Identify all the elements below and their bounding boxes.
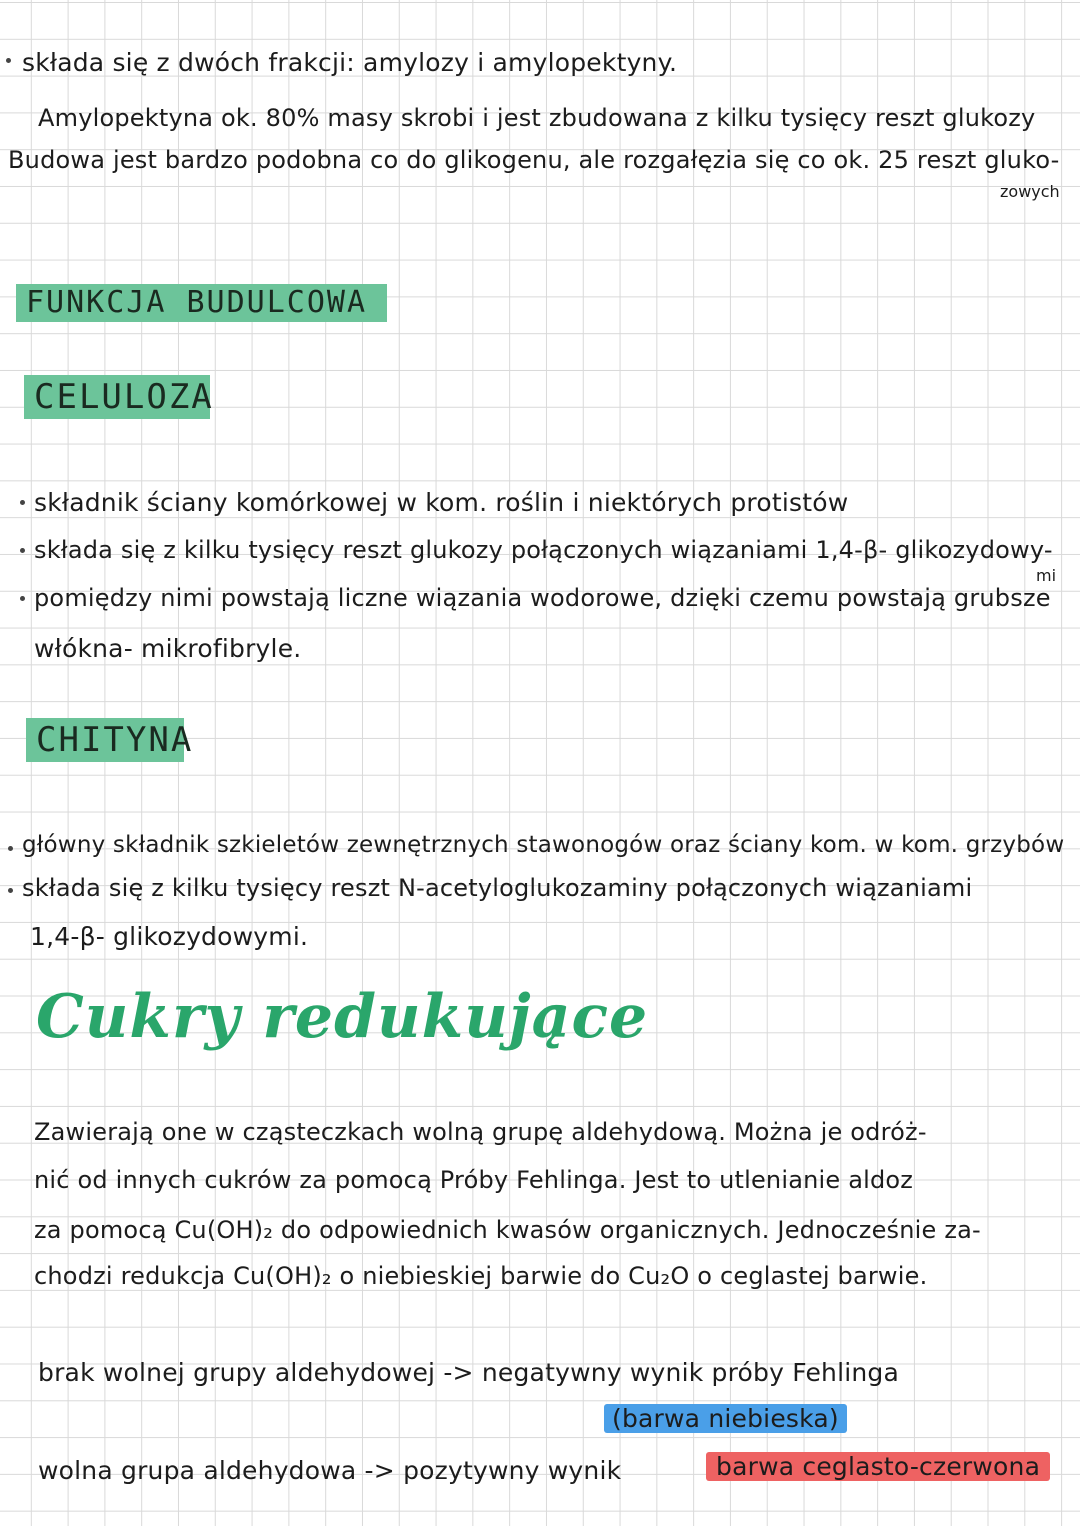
highlight-barwa-ceglasto-czerwona: barwa ceglasto-czerwona [706,1452,1050,1481]
section-label-celuloza: CELULOZA [24,375,210,419]
section-label-chityna: CHITYNA [26,718,184,762]
bullet-point [6,58,11,63]
chityna-line-3: 1,4-β- glikozydowymi. [30,922,309,951]
cukry-paragraph-line-2: nić od innych cukrów za pomocą Próby Fehlinga. Jest to utlenianie aldoz [34,1166,914,1194]
celuloza-line-3: pomiędzy nimi powstają liczne wiązania wodorowe, dzięki czemu powstają grubsze [34,584,1051,612]
bullet-point [20,548,25,553]
bullet-point [8,846,13,851]
skrobia-line-3-continuation: zowych [1000,182,1060,201]
fehling-positive-result: wolna grupa aldehydowa -> pozytywny wynik [38,1456,622,1485]
celuloza-line-4: włókna- mikrofibryle. [34,634,302,663]
chityna-line-2: składa się z kilku tysięcy reszt N-acetyloglukozaminy połączonych wiązaniami [22,874,973,902]
celuloza-line-1: składnik ściany komórkowej w kom. roślin i niektórych protistów [34,488,849,517]
chityna-line-1: główny składnik szkieletów zewnętrznych stawonogów oraz ściany kom. w kom. grzybów [22,832,1065,858]
bullet-point [20,596,25,601]
skrobia-line-3: Budowa jest bardzo podobna co do glikogenu, ale rozgałęzia się co ok. 25 reszt gluko- [8,146,1060,174]
cukry-paragraph-line-4: chodzi redukcja Cu(OH)₂ o niebieskiej barwie do Cu₂O o ceglastej barwie. [34,1262,928,1290]
bullet-point [8,888,13,893]
skrobia-line-2: Amylopektyna ok. 80% masy skrobi i jest zbudowana z kilku tysięcy reszt glukozy [38,104,1036,132]
cukry-paragraph-line-3: za pomocą Cu(OH)₂ do odpowiednich kwasów organicznych. Jednocześnie za- [34,1216,981,1244]
cukry-paragraph-line-1: Zawierają one w cząsteczkach wolną grupę aldehydową. Można je odróż- [34,1118,927,1146]
celuloza-line-2-continuation: mi [1036,566,1057,585]
fehling-negative-result: brak wolnej grupy aldehydowej -> negatywny wynik próby Fehlinga [38,1358,900,1387]
celuloza-line-2: składa się z kilku tysięcy reszt glukozy połączonych wiązaniami 1,4-β- glikozydowy- [34,536,1053,564]
skrobia-line-1: składa się z dwóch frakcji: amylozy i amylopektyny. [22,48,678,77]
highlight-barwa-niebieska: (barwa niebieska) [604,1404,847,1433]
bullet-point [20,500,25,505]
headline-cukry-redukujace: Cukry redukujące [36,982,649,1052]
section-label-funkcja-budulcowa: FUNKCJA BUDULCOWA [16,284,387,322]
